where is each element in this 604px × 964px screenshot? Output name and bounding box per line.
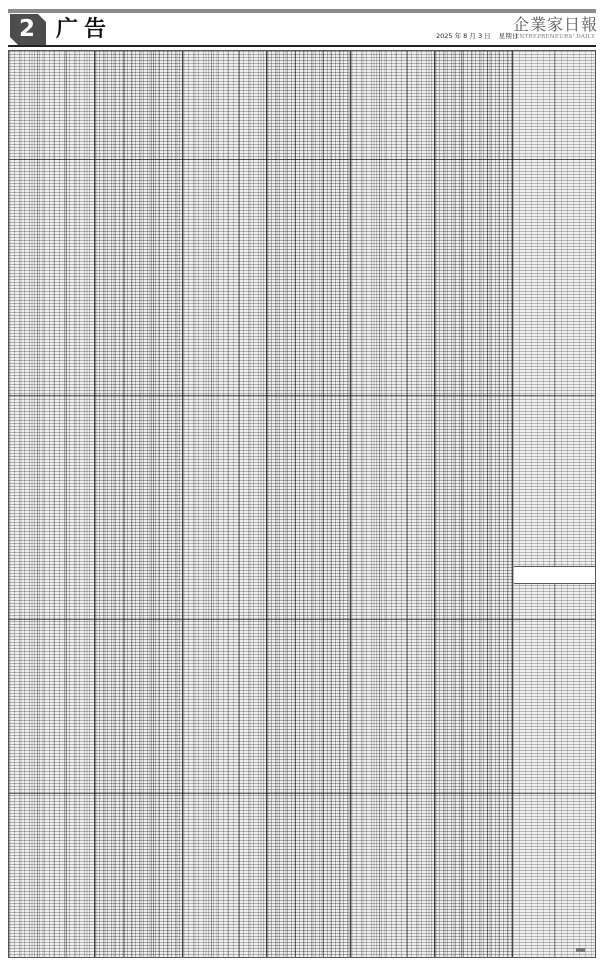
page-header	[8, 14, 599, 46]
listing-column-2	[95, 51, 183, 957]
newspaper-masthead	[513, 15, 599, 41]
page-number-badge	[10, 14, 46, 45]
listing-column-4	[267, 51, 351, 957]
listing-column-7	[513, 51, 595, 957]
section-rule	[9, 793, 595, 794]
section-rule	[9, 159, 595, 160]
column-subdivider	[239, 51, 240, 957]
listing-inset-box	[514, 566, 595, 584]
page-footer-mark	[576, 948, 585, 952]
column-subdivider	[295, 51, 296, 957]
column-subdivider	[66, 51, 67, 957]
dateline	[436, 32, 518, 40]
column-subdivider	[407, 51, 408, 957]
issue-date: 2025 年 8 月 3 日	[436, 32, 491, 40]
column-subdivider	[153, 51, 154, 957]
listing-column-5	[351, 51, 435, 957]
listing-column-6	[435, 51, 513, 957]
column-subdivider	[124, 51, 125, 957]
page-number: 2	[18, 16, 35, 42]
column-subdivider	[37, 51, 38, 957]
column-subdivider	[487, 51, 488, 957]
masthead-english: ENTREPRENEURS' DAILY	[515, 34, 595, 40]
top-bar	[8, 9, 596, 13]
column-subdivider	[323, 51, 324, 957]
section-rule	[9, 395, 595, 396]
column-subdivider	[554, 51, 555, 957]
column-subdivider	[461, 51, 462, 957]
column-subdivider	[379, 51, 380, 957]
section-rule	[9, 619, 595, 620]
issue-weekday: 星期日	[498, 32, 519, 40]
header-rule	[8, 45, 596, 47]
classified-listing-area	[8, 50, 596, 958]
listing-column-1	[9, 51, 95, 957]
masthead-chinese: 企業家日報	[513, 15, 599, 34]
section-title: 广告	[56, 17, 113, 42]
column-subdivider	[211, 51, 212, 957]
listing-column-3	[183, 51, 267, 957]
